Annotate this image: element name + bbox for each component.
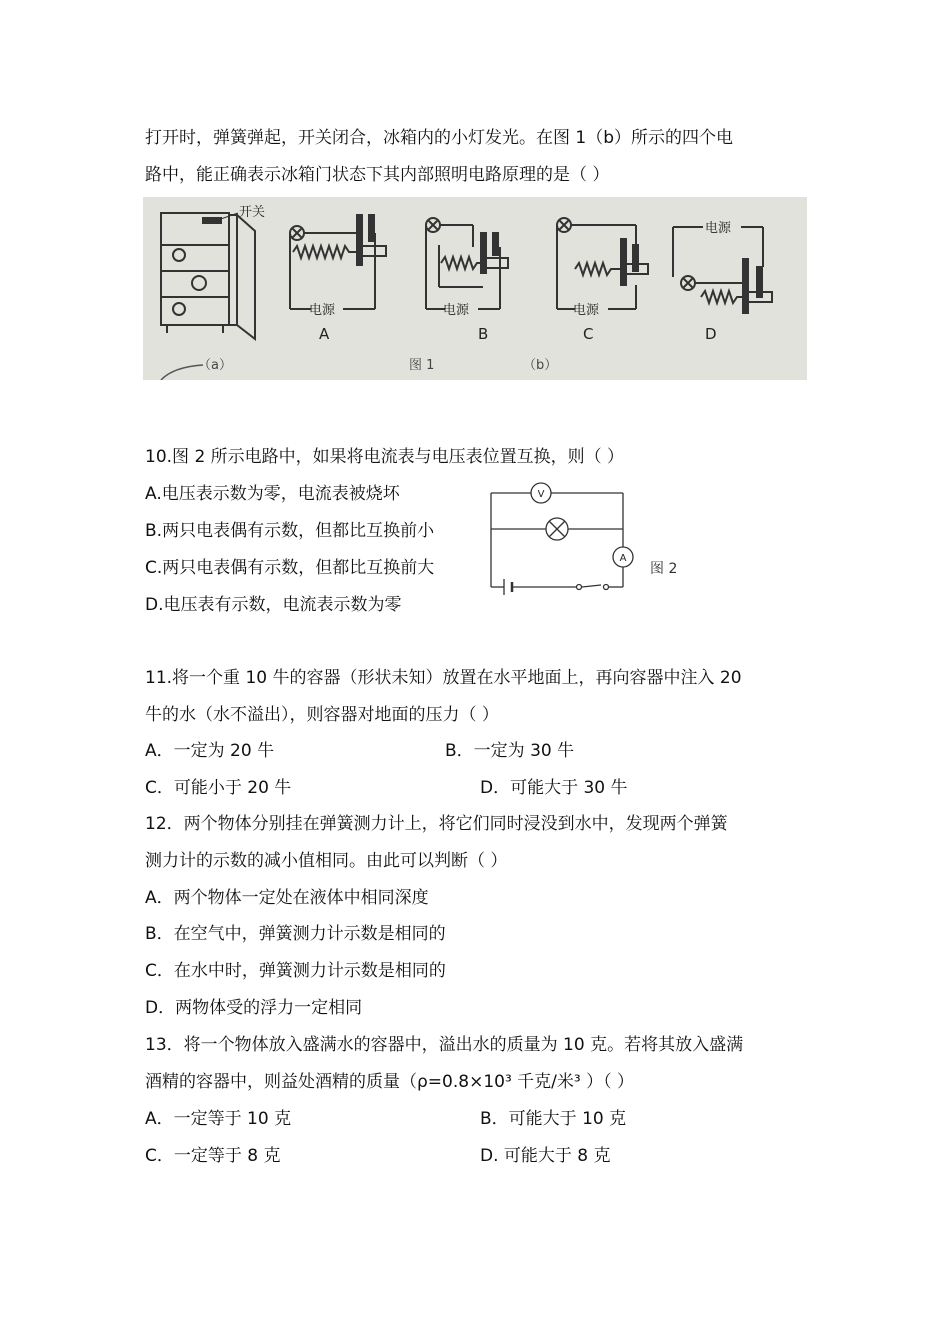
ammeter-label: A — [619, 553, 627, 564]
q12-option-b: B．在空气中，弹簧测力计示数是相同的 — [145, 924, 446, 944]
circuit-b — [426, 218, 508, 309]
voltmeter-label: V — [537, 489, 545, 500]
q10-option-d: D.电压表有示数，电流表示数为零 — [145, 595, 402, 615]
q11-option-b: B．一定为 30 牛 — [445, 741, 575, 761]
option-label-c: C — [583, 325, 594, 343]
circuit-d — [673, 227, 772, 313]
figure-2-circuit — [484, 477, 694, 602]
option-label-b: B — [478, 325, 489, 343]
switch-label: 开关 — [239, 205, 266, 220]
q11-stem-line1: 11.将一个重 10 牛的容器（形状未知）放置在水平地面上，再向容器中注入 20 — [145, 668, 742, 688]
source-label-a: 电源 — [309, 303, 336, 318]
circuit-a — [290, 215, 386, 309]
q10-option-b: B.两只电表偶有示数，但都比互换前小 — [145, 521, 435, 541]
q10-option-c: C.两只电表偶有示数，但都比互换前大 — [145, 558, 435, 578]
q12-stem-line2: 测力计的示数的减小值相同。由此可以判断（ ） — [145, 851, 508, 871]
lamp-icon — [546, 518, 568, 540]
q12-option-d: D．两物体受的浮力一定相同 — [145, 998, 363, 1018]
q9-stem-line2: 路中，能正确表示冰箱门状态下其内部照明电路原理的是（ ） — [145, 165, 610, 185]
q9-stem-line1: 打开时，弹簧弹起，开关闭合，冰箱内的小灯发光。在图 1（b）所示的四个电 — [145, 128, 734, 148]
q11-option-a: A．一定为 20 牛 — [145, 741, 275, 761]
refrigerator-drawing — [161, 213, 255, 339]
q11-option-d: D．可能大于 30 牛 — [480, 778, 628, 798]
figure-1-caption: 图 1 — [409, 358, 435, 373]
source-label-c: 电源 — [573, 303, 600, 318]
caption-b: （b） — [523, 358, 558, 373]
q10-stem: 10.图 2 所示电路中，如果将电流表与电压表位置互换，则（ ） — [145, 447, 625, 467]
option-label-d: D — [705, 325, 717, 343]
option-label-a: A — [319, 325, 330, 343]
q13-stem-line2: 酒精的容器中，则益处酒精的质量（ρ=0.8×10³ 千克/米³ ）（ ） — [145, 1072, 635, 1092]
caption-a: （a） — [198, 358, 232, 373]
battery-icon — [504, 579, 512, 595]
q12-stem-line1: 12．两个物体分别挂在弹簧测力计上，将它们同时浸没到水中，发现两个弹簧 — [145, 814, 728, 834]
q13-stem-line1: 13．将一个物体放入盛满水的容器中，溢出水的质量为 10 克。若将其放入盛满 — [145, 1035, 744, 1055]
source-label-b: 电源 — [443, 303, 470, 318]
q10-option-a: A.电压表示数为零，电流表被烧坏 — [145, 484, 400, 504]
q13-option-d: D. 可能大于 8 克 — [480, 1146, 611, 1166]
q13-option-a: A．一定等于 10 克 — [145, 1109, 292, 1129]
figure-1-photo — [143, 197, 807, 380]
q11-option-c: C．可能小于 20 牛 — [145, 778, 292, 798]
circuit-c — [557, 218, 648, 309]
q12-option-c: C．在水中时，弹簧测力计示数是相同的 — [145, 961, 446, 981]
q11-stem-line2: 牛的水（水不溢出），则容器对地面的压力（ ） — [145, 705, 499, 725]
q12-option-a: A．两个物体一定处在液体中相同深度 — [145, 888, 429, 908]
figure-2-label: 图 2 — [650, 561, 678, 577]
source-label-d: 电源 — [705, 221, 732, 236]
q13-option-c: C．一定等于 8 克 — [145, 1146, 281, 1166]
q13-option-b: B．可能大于 10 克 — [480, 1109, 627, 1129]
